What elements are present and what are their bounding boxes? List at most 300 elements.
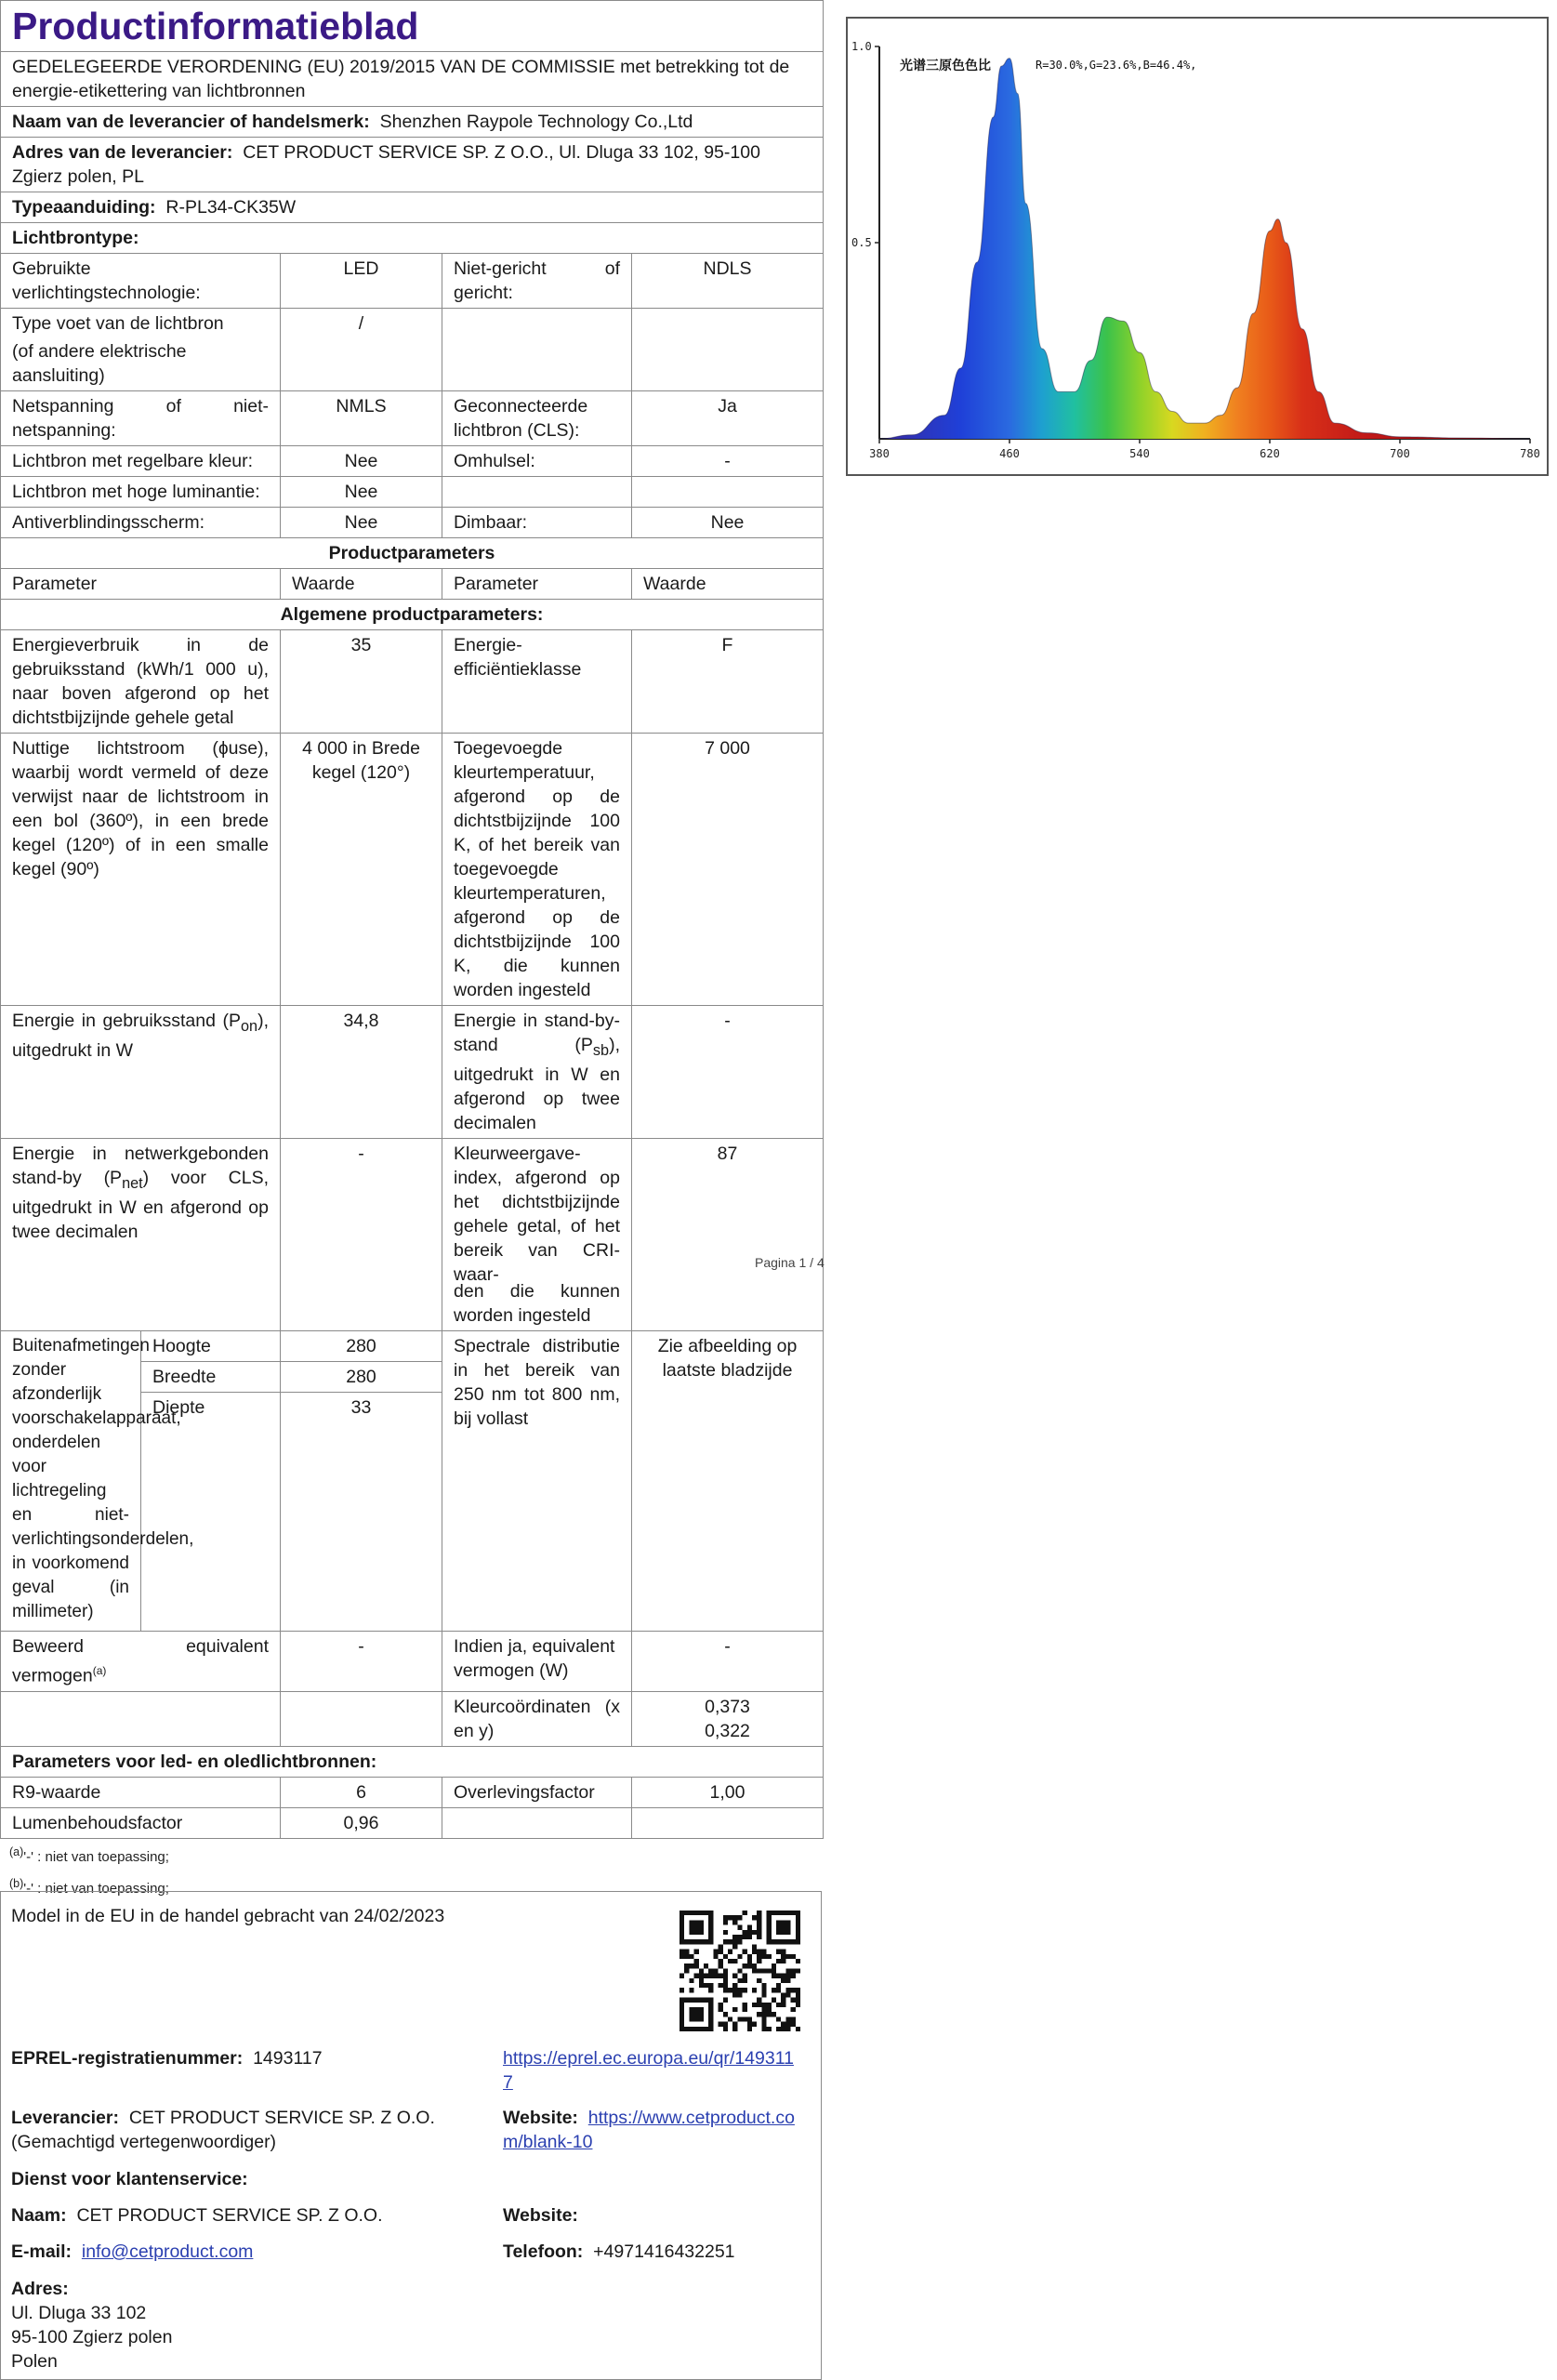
qr-module (785, 1968, 790, 1973)
email-link[interactable]: info@cetproduct.com (81, 2241, 254, 2262)
params-section-title: Productparameters (1, 538, 824, 569)
spectral-value: Zie afbeelding op laatste bladzijde (632, 1331, 824, 1632)
footnote-a: $^{(a)}$'-' : niet van toepassing; (9, 1845, 169, 1865)
service-name-row: Naam: CET PRODUCT SERVICE SP. Z O.O. (11, 2205, 383, 2226)
qr-module (732, 2007, 737, 2012)
mains-value: NMLS (281, 391, 442, 446)
qr-module (791, 2022, 796, 2027)
qr-module (719, 1959, 723, 1964)
qr-module (781, 1978, 785, 1983)
energy-on-value: 35 (281, 630, 442, 734)
qr-module (694, 1974, 699, 1978)
qr-module (747, 1930, 752, 1935)
qr-module (791, 2016, 796, 2021)
qr-module (791, 1974, 796, 1978)
pnet-value: - (281, 1138, 442, 1289)
qr-module (713, 1950, 718, 1954)
directional-value: NDLS (632, 254, 824, 309)
qr-finder (689, 2007, 704, 2022)
qr-module (796, 2027, 800, 2031)
qr-module (772, 1974, 776, 1978)
cri-value: 87 (632, 1138, 824, 1289)
page-title: Productinformatieblad (1, 1, 824, 52)
height-value: 280 (281, 1331, 442, 1362)
qr-finder (796, 1911, 800, 1944)
qr-module (723, 1915, 728, 1920)
qr-module (723, 2012, 728, 2016)
qr-module (708, 1983, 713, 1988)
chart-ratio-text: R=30.0%,G=23.6%,B=46.4%, (1036, 59, 1197, 72)
qr-module (785, 1978, 790, 1983)
qr-module (743, 1978, 747, 1983)
qr-module (684, 1954, 689, 1959)
qr-module (699, 1974, 704, 1978)
led-params-title: Parameters voor led- en oledlichtbronnen: (1, 1746, 824, 1777)
footnote-b: $^{(b)}$'-' : niet van toepassing; (9, 1877, 169, 1897)
qr-module (694, 1959, 699, 1964)
qr-module (761, 1988, 766, 1992)
width-value: 280 (281, 1362, 442, 1393)
qr-module (781, 2003, 785, 2007)
qr-module (728, 1939, 732, 1944)
qr-module (743, 1964, 747, 1968)
qr-module (757, 1998, 761, 2003)
qr-module (737, 1925, 742, 1930)
qr-module (752, 1944, 757, 1949)
qr-module (723, 1954, 728, 1959)
qr-module (761, 2007, 766, 2012)
qr-module (743, 2016, 747, 2021)
qr-module (723, 1920, 728, 1924)
qr-module (796, 1959, 800, 1964)
qr-module (757, 2003, 761, 2007)
qr-module (723, 1978, 728, 1983)
qr-module (791, 1954, 796, 1959)
survival-label: Overlevingsfactor (442, 1777, 632, 1807)
qr-code-icon (680, 1911, 800, 2031)
qr-module (761, 2012, 766, 2016)
qr-finder (680, 1911, 713, 1915)
qr-module (723, 1988, 728, 1992)
pon-label: Energie in gebruiksstand $(P_{on})$, uitgedrukt in W (1, 1006, 281, 1139)
qr-module (796, 2003, 800, 2007)
qr-module (776, 2016, 781, 2021)
cri-label-part1: Kleurweergave-index, afgerond op het dichtstbijzijnde gehele getal, of het bereik van CRI-waar- (442, 1138, 632, 1289)
qr-module (719, 1983, 723, 1988)
qr-finder (680, 1998, 713, 2003)
dimensions-label: Buitenafmetingen zonder afzonderlijk voorschakelapparaat, onderdelen voor lichtregeling en niet-verlichtingsonderdelen, in voorkomend geval (in millimeter) (1, 1331, 141, 1632)
qr-module (761, 1954, 766, 1959)
qr-module (743, 1974, 747, 1978)
qr-module (719, 1944, 723, 1949)
qr-module (728, 1988, 732, 1992)
lumen-value: 0,96 (281, 1807, 442, 1838)
qr-finder (776, 1920, 791, 1935)
qr-module (757, 1911, 761, 1915)
tech-label: Gebruikte verlichtingstechnologie: (1, 254, 281, 309)
qr-module (684, 1968, 689, 1973)
spectral-chart-svg (848, 19, 1547, 474)
qr-module (767, 2003, 772, 2007)
efficiency-label: Energie-efficiëntieklasse (442, 630, 632, 734)
qr-module (772, 2012, 776, 2016)
x-tick-label: 540 (1129, 447, 1150, 460)
qr-module (728, 1959, 732, 1964)
qr-module (737, 1915, 742, 1920)
qr-module (723, 2022, 728, 2027)
x-tick-label: 380 (869, 447, 890, 460)
qr-finder (680, 1998, 684, 2031)
qr-finder (680, 1911, 684, 1944)
qr-module (732, 1939, 737, 1944)
address-label: Adres: (11, 2279, 69, 2299)
qr-module (743, 2007, 747, 2012)
antiglare-value: Nee (281, 508, 442, 538)
cri-label-part2: den die kunnen worden ingesteld (442, 1276, 632, 1331)
supplier-row: Leverancier: CET PRODUCT SERVICE SP. Z O.O. (Gemachtigd vertegenwoordiger) (11, 2108, 435, 2152)
website-link[interactable]: https://www.cetproduct.com/blank-10 (503, 2108, 795, 2152)
cap-value: / (281, 309, 442, 391)
qr-module (776, 1983, 781, 1988)
qr-module (704, 1983, 708, 1988)
eprel-number: 1493117 (253, 2048, 323, 2069)
qr-module (680, 1988, 684, 1992)
qr-module (737, 1968, 742, 1973)
qr-module (732, 1974, 737, 1978)
qr-module (732, 1983, 737, 1988)
qr-module (781, 1974, 785, 1978)
qr-module (761, 2016, 766, 2021)
qr-module (694, 1964, 699, 1968)
qr-module (752, 2003, 757, 2007)
qr-module (757, 1950, 761, 1954)
mains-label: Netspanning of niet-netspanning: (1, 391, 281, 446)
qr-module (723, 1974, 728, 1978)
qr-module (699, 1983, 704, 1988)
product-info-table (0, 0, 824, 1289)
lightsource-type-label: Lichtbrontype: (1, 223, 824, 254)
qr-module (689, 1978, 693, 1983)
qr-module (767, 1954, 772, 1959)
qr-module (757, 1930, 761, 1935)
phone-row: Telefoon: +4971416432251 (503, 2241, 735, 2262)
psb-value: - (632, 1006, 824, 1139)
qr-module (757, 1935, 761, 1939)
qr-module (723, 1983, 728, 1988)
colour-tunable-value: Nee (281, 446, 442, 477)
qr-module (732, 1915, 737, 1920)
qr-module (776, 2003, 781, 2007)
service-name: CET PRODUCT SERVICE SP. Z O.O. (76, 2205, 383, 2226)
regulation-text: GEDELEGEERDE VERORDENING (EU) 2019/2015 VAN DE COMMISSIE met betrekking tot de energie-etikettering van lichtbronnen (1, 52, 824, 107)
qr-module (776, 1959, 781, 1964)
qr-module (747, 1959, 752, 1964)
qr-module (704, 1964, 708, 1968)
pon-value: 34,8 (281, 1006, 442, 1139)
qr-module (732, 1988, 737, 1992)
chromaticity-values: 0,373 0,322 (632, 1691, 824, 1746)
high-lum-label: Lichtbron met hoge luminantie: (1, 477, 281, 508)
qr-module (743, 2003, 747, 2007)
type-row: Typeaanduiding: R-PL34-CK35W (1, 192, 824, 223)
qr-module (732, 1944, 737, 1949)
qr-module (699, 1968, 704, 1973)
qr-module (737, 1935, 742, 1939)
qr-module (689, 1988, 693, 1992)
qr-module (704, 1974, 708, 1978)
qr-module (737, 2016, 742, 2021)
qr-module (732, 1959, 737, 1964)
col-header-value-2: Waarde (632, 569, 824, 600)
info-sheet-page2 (0, 1276, 823, 1839)
qr-module (684, 1964, 689, 1968)
qr-module (776, 2027, 781, 2031)
qr-module (747, 2016, 752, 2021)
qr-module (772, 1988, 776, 1992)
qr-module (737, 1992, 742, 1997)
qr-module (781, 1959, 785, 1964)
x-tick-label: 460 (999, 447, 1020, 460)
qr-module (732, 2027, 737, 2031)
qr-module (785, 1954, 790, 1959)
qr-module (719, 1974, 723, 1978)
efficiency-class: F (632, 630, 824, 734)
qr-module (796, 1968, 800, 1973)
qr-module (757, 1954, 761, 1959)
claimed-power-label: Beweerd equivalent vermogen$^{(a)}$ (1, 1632, 281, 1692)
cls-value: Ja (632, 391, 824, 446)
qr-module (781, 1954, 785, 1959)
envelope-label: Omhulsel: (442, 446, 632, 477)
qr-module (728, 1915, 732, 1920)
equiv-power-value: - (632, 1632, 824, 1692)
qr-module (708, 1974, 713, 1978)
qr-module (761, 2003, 766, 2007)
qr-module (747, 1954, 752, 1959)
qr-module (791, 1968, 796, 1973)
qr-module (781, 1992, 785, 1997)
col-header-param: Parameter (1, 569, 281, 600)
qr-finder (689, 1920, 704, 1935)
qr-module (757, 1959, 761, 1964)
psb-label: Energie in stand-by-stand $(P_{sb})$, uitgedrukt in W en afgerond op twee decimalen (442, 1006, 632, 1139)
qr-module (743, 1911, 747, 1915)
qr-finder (767, 1911, 772, 1944)
qr-module (761, 1968, 766, 1973)
cls-label: Geconnecteerde lichtbron (CLS): (442, 391, 632, 446)
page-number: Pagina 1 / 4 (755, 1255, 825, 1270)
flux-label: Nuttige lichtstroom (ɸuse), waarbij wordt vermeld of deze verwijst naar de lichtstroom in een bol (360º), in een brede kegel (120º) of in een smalle kegel (90º) (1, 734, 281, 1006)
qr-module (732, 1920, 737, 1924)
qr-module (785, 2027, 790, 2031)
qr-module (719, 1964, 723, 1968)
cap-label: Type voet van de lichtbron (of andere elektrische aansluiting) (1, 309, 281, 391)
qr-module (757, 1920, 761, 1924)
general-params-title: Algemene productparameters: (1, 600, 824, 630)
qr-finder (680, 2027, 713, 2031)
tech-value: LED (281, 254, 442, 309)
width-label: Breedte (141, 1362, 281, 1393)
chromaticity-label: Kleurcoördinaten (x en y) (442, 1691, 632, 1746)
qr-module (719, 2022, 723, 2027)
dimmable-label: Dimbaar: (442, 508, 632, 538)
qr-module (772, 1968, 776, 1973)
supplier-address-row: Adres van de leverancier: CET PRODUCT SERVICE SP. Z O.O., Ul. Dluga 33 102, 95-100 Zgierz polen, PL (1, 138, 824, 192)
qr-module (684, 1950, 689, 1954)
qr-module (752, 1950, 757, 1954)
qr-module (723, 1930, 728, 1935)
qr-module (737, 1978, 742, 1983)
cct-value: 7 000 (632, 734, 824, 1006)
flux-value: 4 000 in Brede kegel (120°) (281, 734, 442, 1006)
depth-label: Diepte (141, 1393, 281, 1632)
qr-module (680, 1974, 684, 1978)
qr-module (752, 1968, 757, 1973)
qr-module (752, 1930, 757, 1935)
qr-module (776, 1974, 781, 1978)
y-tick-label: 1.0 (851, 40, 872, 53)
qr-module (743, 1935, 747, 1939)
eprel-row: EPREL-registratienummer: 1493117 (11, 2048, 323, 2069)
qr-module (776, 1988, 781, 1992)
qr-module (785, 1974, 790, 1978)
qr-module (694, 1950, 699, 1954)
type-designation: R-PL34-CK35W (165, 197, 297, 218)
chart-title: 光谱三原色色比 (900, 59, 991, 73)
qr-module (781, 2022, 785, 2027)
col-header-param-2: Parameter (442, 569, 632, 600)
pnet-label: Energie in netwerkgebonden stand-by $(P_{net})$ voor CLS, uitgedrukt in W en afgerond op twee decimalen (1, 1138, 281, 1289)
qr-module (713, 1974, 718, 1978)
qr-module (723, 1968, 728, 1973)
colour-tunable-label: Lichtbron met regelbare kleur: (1, 446, 281, 477)
height-label: Hoogte (141, 1331, 281, 1362)
high-lum-value: Nee (281, 477, 442, 508)
qr-module (732, 1992, 737, 1997)
qr-module (737, 1954, 742, 1959)
qr-module (680, 1950, 684, 1954)
qr-module (791, 2007, 796, 2012)
service-website-label: Website: (503, 2205, 578, 2226)
qr-module (761, 1983, 766, 1988)
qr-module (732, 2022, 737, 2027)
qr-module (747, 1964, 752, 1968)
qr-module (757, 2012, 761, 2016)
qr-module (796, 1992, 800, 1997)
model-date-text: Model in de EU in de handel gebracht van 24/02/2023 (11, 1906, 445, 1926)
col-header-value: Waarde (281, 569, 442, 600)
envelope-value: - (632, 446, 824, 477)
x-tick-label: 700 (1390, 447, 1410, 460)
qr-module (757, 1978, 761, 1983)
qr-module (743, 1988, 747, 1992)
qr-module (747, 1935, 752, 1939)
qr-finder (767, 1911, 800, 1915)
qr-module (757, 1915, 761, 1920)
qr-module (719, 1950, 723, 1954)
qr-module (737, 1988, 742, 1992)
qr-module (781, 1998, 785, 2003)
qr-module (747, 2027, 752, 2031)
qr-module (791, 1998, 796, 2003)
info-sheet-page1 (0, 0, 823, 1289)
dimmable-value: Nee (632, 508, 824, 538)
qr-module (743, 1950, 747, 1954)
spectral-label: Spectrale distributie in het bereik van 250 nm tot 800 nm, bij vollast (442, 1331, 632, 1632)
phone-number: +4971416432251 (593, 2241, 735, 2262)
qr-module (728, 2016, 732, 2021)
spectrum-area (879, 59, 1530, 439)
qr-module (732, 1935, 737, 1939)
qr-finder (680, 1939, 713, 1944)
qr-module (761, 1992, 766, 1997)
qr-module (785, 2016, 790, 2021)
qr-finder (767, 1939, 800, 1944)
qr-module (689, 1954, 693, 1959)
qr-module (723, 1998, 728, 2003)
customer-service-title: Dienst voor klantenservice: (11, 2169, 248, 2189)
qr-module (747, 2022, 752, 2027)
qr-module (752, 1964, 757, 1968)
supplier-rep: CET PRODUCT SERVICE SP. Z O.O. (Gemachtigd vertegenwoordiger) (11, 2108, 435, 2152)
qr-module (785, 1992, 790, 1997)
qr-module (785, 1988, 790, 1992)
qr-module (781, 2027, 785, 2031)
directional-label: Niet-gericht of gericht: (442, 254, 632, 309)
survival-value: 1,00 (632, 1777, 824, 1807)
qr-module (747, 1925, 752, 1930)
qr-module (699, 1978, 704, 1983)
y-tick-label: 0.5 (851, 236, 872, 249)
qr-module (743, 1930, 747, 1935)
antiglare-label: Antiverblindingsscherm: (1, 508, 281, 538)
qr-module (723, 2027, 728, 2031)
qr-module (689, 1964, 693, 1968)
qr-module (785, 2022, 790, 2027)
qr-module (713, 1968, 718, 1973)
energy-on-label: Energieverbruik in de gebruiksstand (kWh/1 000 u), naar boven afgerond op het dichtstbijzijnde gehele getal (1, 630, 281, 734)
qr-module (772, 1998, 776, 2003)
qr-module (752, 1915, 757, 1920)
cct-label: Toegevoegde kleurtemperatuur, afgerond op de dichtstbijzijnde 100 K, of het bereik van toegevoegde kleurtemperaturen, afgerond op de dichtstbijzijnde 100 K, die kunnen worden ingesteld (442, 734, 632, 1006)
qr-module (728, 1950, 732, 1954)
qr-module (796, 1998, 800, 2003)
qr-module (761, 1950, 766, 1954)
eprel-link[interactable]: https://eprel.ec.europa.eu/qr/1493117 (503, 2048, 794, 2093)
r9-label: R9-waarde (1, 1777, 281, 1807)
qr-module (781, 1950, 785, 1954)
qr-module (796, 1988, 800, 1992)
supplier-name-row: Naam van de leverancier of handelsmerk: Shenzhen Raypole Technology Co.,Ltd (1, 107, 824, 138)
qr-module (708, 1968, 713, 1973)
supplier-name: Shenzhen Raypole Technology Co.,Ltd (379, 112, 693, 132)
qr-module (723, 1939, 728, 1944)
qr-module (752, 1988, 757, 1992)
qr-module (767, 2012, 772, 2016)
qr-module (680, 1954, 684, 1959)
claimed-power-value: - (281, 1632, 442, 1692)
qr-module (767, 2007, 772, 2012)
x-tick-label: 620 (1260, 447, 1280, 460)
qr-module (761, 2027, 766, 2031)
depth-value: 33 (281, 1393, 442, 1632)
email-row: E-mail: info@cetproduct.com (11, 2241, 254, 2262)
qr-module (719, 2007, 723, 2012)
qr-module (791, 1988, 796, 1992)
r9-value: 6 (281, 1777, 442, 1807)
qr-module (757, 1968, 761, 1973)
qr-module (772, 1964, 776, 1968)
